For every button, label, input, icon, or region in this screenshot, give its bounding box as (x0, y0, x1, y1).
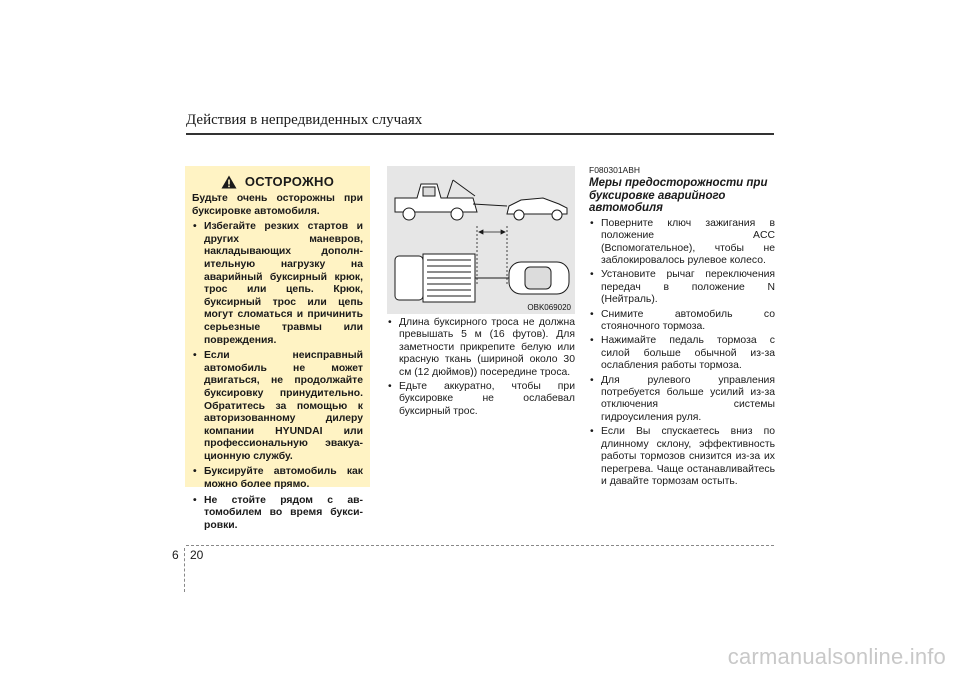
chapter-number: 6 (172, 548, 179, 562)
warning-title: ОСТОРОЖНО (244, 174, 335, 189)
warning-item: • Если неисправный автомобиль не может двигаться, не продолжайте буксировку принудительно. Обратитесь за помощью к авторизованному дилеру компании HYUNDAI или профессиональную эвакуа-ционную службу. (192, 350, 363, 463)
section-title: Меры предосторожности при буксировке аварийного автомобиля (589, 177, 768, 215)
list-item: • Если Вы спускаетесь вниз по длинному склону, эффективность работы тормозов снизится из-за их перегрева. Чаще останавливайтесь и давайте тормозам остыть. (589, 426, 775, 488)
watermark: carmanualsonline.info (727, 644, 946, 669)
list-item: • Нажимайте педаль тормоза с силой больше обычной из-за ослабления работы тормоза. (589, 335, 775, 372)
tow-truck-side-icon (395, 180, 507, 220)
list-item: • Поверните ключ зажигания в положение ACC (Вспомогательное), чтобы не заблокировалось рулевое колесо. (589, 218, 775, 268)
warning-triangle-icon (221, 175, 237, 189)
warning-intro: Будьте очень осторожны при буксировке автомобиля. (192, 193, 363, 217)
warning-heading (192, 174, 363, 189)
warning-item: • Буксируйте автомобиль как можно более прямо. (192, 466, 363, 491)
page-number: 20 (190, 548, 204, 562)
footer-rule (186, 545, 774, 546)
footer-divider (184, 548, 185, 592)
warning-box (185, 166, 370, 531)
warning-item: • Избегайте резких стартов и других маневров, накладывающих дополн-ительную нагрузку на аварийный буксирный крюк, трос или цепь. Крюк, буксирный трос или цепь могут сломаться и причинить серьезные травмы или повреждения. (192, 221, 363, 347)
precautions-section (589, 165, 775, 490)
warning-item: • Не стойте рядом с ав-томобилем во время букси-ровки. (192, 495, 363, 533)
towing-diagram (387, 166, 575, 314)
tow-truck-top-icon (395, 254, 509, 302)
list-item: • Установите рычаг переключения передач в положение N (Нейтраль). (589, 269, 775, 306)
tow-distance-indicator (477, 226, 507, 286)
section-code: F080301ABH (589, 165, 641, 175)
diagram-code: OBK069020 (527, 303, 571, 312)
header-rule (186, 133, 774, 135)
precautions-list (589, 218, 775, 489)
towing-illustration (387, 166, 575, 314)
towed-car-top-icon (509, 262, 569, 294)
towing-rope-list (387, 317, 575, 420)
list-item: • Для рулевого управления потребуется больше усилий из-за отключения системы гидроусиления руля. (589, 375, 775, 425)
towed-car-side-icon (507, 198, 567, 220)
list-item: • Длина буксирного троса не должна превышать 5 м (16 футов). Для заметности прикрепите белую или красную ткань (шириной около 30 см (12 дюймов)) посередине троса. (387, 317, 575, 379)
list-item: • Едьте аккуратно, чтобы при буксировке не ослабевал буксирный трос. (387, 381, 575, 418)
list-item: • Снимите автомобиль со стояночного тормоза. (589, 309, 775, 334)
page-header-title: Действия в непредвиденных случаях (186, 112, 423, 128)
warning-list (192, 221, 363, 532)
